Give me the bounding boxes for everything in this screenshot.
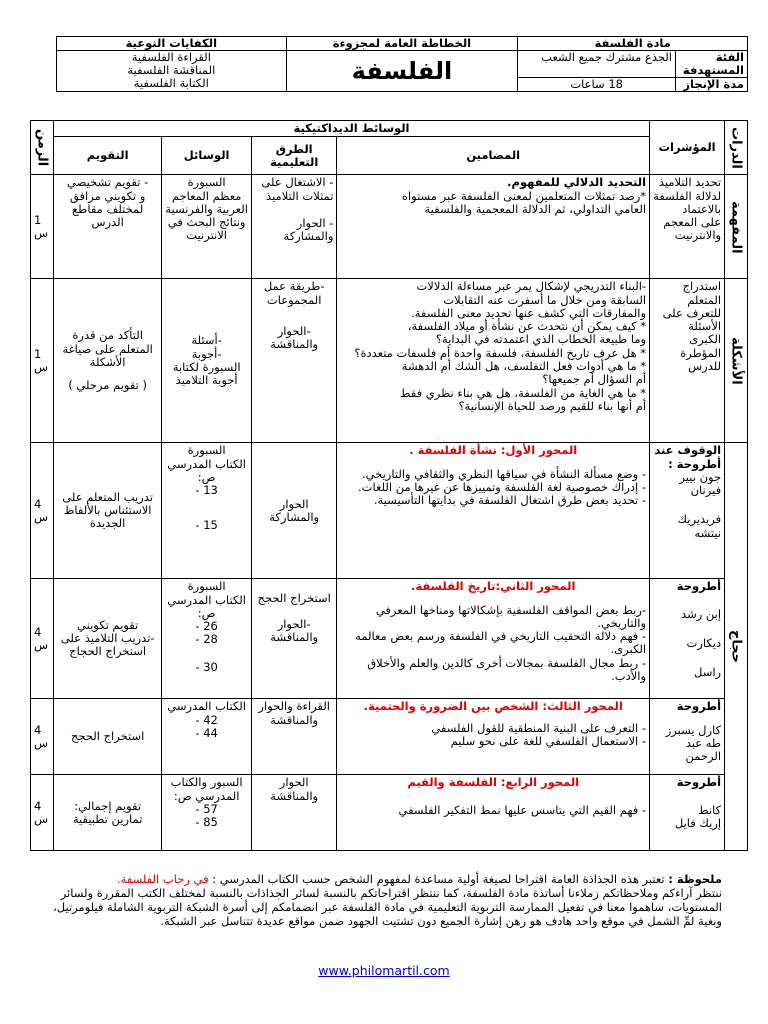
means-line: ونتائج البحث في الانترنيت	[167, 215, 246, 243]
content-line: - التعرف على البنية المنطقية للقول الفلسفي	[431, 720, 647, 735]
evaluation-line: استخراج الحجج	[70, 729, 145, 744]
methods-cell	[251, 775, 336, 851]
means-line: معظم المعاجم العربية والفرنسية	[165, 188, 248, 216]
competency-item: القراءة الفلسفية	[131, 50, 211, 64]
means-cell	[162, 699, 252, 775]
indicator-line: تحديد التلاميذ	[658, 175, 722, 190]
means-cell	[162, 175, 252, 279]
col-didactic: الوسائط الديداكتيكية	[53, 121, 649, 137]
evaluation-line: تمارين تطبيقية	[72, 811, 143, 826]
methods-cell	[251, 443, 336, 579]
indicator-line: نيتشه	[694, 525, 722, 540]
note-book-title: في رحاب الفلسفة.	[117, 872, 209, 886]
method-line: - الاشتغال على تمثلات التلاميذ	[261, 175, 334, 203]
methods-cell	[251, 279, 336, 443]
content-title: المحور الثاني:تاريخ الفلسفة.	[411, 579, 576, 594]
evaluation-line: الاستئناس بالألفاظ الجديدة	[63, 503, 152, 531]
content-line: * ما هي الغاية من الفلسفة، هل هي بناء نظري فقط	[399, 385, 647, 400]
means-line: السبورة	[187, 443, 226, 458]
methods-cell	[251, 699, 336, 775]
content-title: التحديد الدلالي للمفهوم.	[507, 175, 647, 190]
duration-label: مدة الإنجاز	[676, 78, 748, 92]
indicator-line: على المعجم	[663, 215, 722, 230]
content-line: *رصد تمثلات المتعلمين لمعنى الفلسفة عبر مستواه	[401, 188, 647, 203]
evaluation-line: - تقويم تشخيصي	[67, 175, 149, 190]
means-line: 85 -	[195, 815, 218, 830]
content-line: - وضع مسألة النشأة في سياقها النظري والثقافي والتاريخي.	[361, 466, 647, 481]
indicator-line: ديكارت	[686, 635, 722, 650]
content-cell	[337, 175, 650, 279]
indicator-title: الوقوف عند	[654, 443, 722, 458]
indicator-line: جون بيير	[679, 469, 722, 484]
content-line: -البناء التدريجي لإشكال يمر عبر مساءلة الدلالات	[416, 279, 647, 294]
content-line: أم السؤال أم جميعها؟	[542, 372, 647, 387]
method-line: استخراج الحجج	[257, 591, 331, 606]
content-line: * هل عرف تاريخ الفلسفة، فلسفة واحدة أم فلسفات متعددة؟	[354, 345, 647, 360]
method-line: الحوار والمناقشة	[270, 775, 319, 803]
duration-value: 18 ساعات	[518, 78, 676, 92]
content-line: - الاستعمال الفلسفي للغة على نحو سليم	[450, 733, 647, 748]
indicator-line: إريك فايل	[674, 815, 722, 830]
competencies-list	[57, 51, 287, 92]
indicator-line: طه عبد الرحمن	[685, 735, 722, 764]
means-cell	[162, 579, 252, 699]
content-line: * ما هي أدوات فعل التفلسف، هل الشك أم الدهشة	[401, 359, 647, 374]
col-units: الدرات	[728, 126, 744, 169]
col-evaluation: التقويم	[53, 137, 161, 175]
means-line: الكتاب المدرسي ص:	[167, 456, 246, 484]
indicator-line: كانط	[697, 802, 722, 817]
col-indicators: المؤشرات	[650, 121, 725, 175]
unit-label: الأشكلة	[728, 336, 744, 385]
content-line: السابقة ومن خلال ما أسفرت عنه التقابلات	[443, 292, 647, 307]
content-title: المحور الأول: نشأة الفلسفة .	[409, 443, 578, 458]
target-value: الجذع مشترك جميع الشعب	[518, 51, 676, 78]
evaluation-cell	[53, 699, 161, 775]
means-line: الكتاب المدرسي ص:	[167, 592, 246, 620]
table-row	[31, 699, 748, 775]
evaluation-line: تدريب المتعلم على	[62, 489, 153, 504]
method-line: -طريقة عمل المجموعات	[263, 279, 325, 307]
duration-cell: 4 س	[31, 443, 54, 579]
col-time: الزمن	[34, 129, 50, 167]
competency-item: المناقشة الفلسفية	[127, 63, 216, 77]
means-line: 26 -	[195, 619, 218, 634]
note-paragraph: ننتظر آراءكم وملاحظاتكم زملاءنا أساتذة مادة الفلسفة، كما ننتظر اقتراحاتكم بالنسبة لسائر الجذاذات بالنسبة لمختلف الكتب المقررة ولسائر المستويات، ساهموا معنا في تفعيل الممارسة التربوية التعليمية في مادة الفلسفة عبر انضمامكم إلى أسرة الشبكة التربوية الشاملة فيلومرتيل، وبغية لمِّ الشمل في موقع واحد هادف هو رهن إشارة الجميع دون تشتيت الجهود ضمن مواقع عديدة تتناسل عبر الشبكة.	[53, 886, 722, 928]
website-link[interactable]: www.philomartil.com	[318, 963, 450, 978]
indicators-cell	[650, 175, 725, 279]
indicator-line: فريديريك	[677, 512, 722, 527]
evaluation-cell	[53, 579, 161, 699]
methods-cell	[251, 175, 336, 279]
footnote	[40, 872, 722, 928]
indicators-cell	[650, 775, 725, 851]
note-text: تعتبر هذه الجذاذة العامة اقتراحا لصيغة أولية مساعدة لمفهوم الشخص حسب الكتاب المدرسي :	[212, 872, 665, 886]
content-line: العامي التداولي، ثم الدلالة المعجمية والفلسفية	[424, 201, 647, 216]
content-title: المحور الثالث: الشخص بين الضرورة والحتمية.	[363, 699, 623, 714]
target-label: الفئة المستهدفة	[676, 51, 748, 78]
content-cell	[337, 699, 650, 775]
evaluation-line: ( تقويم مرحلي )	[68, 378, 148, 393]
indicator-line: المؤطرة للدرس	[680, 345, 722, 374]
content-line: * كيف يمكن أن نتحدث عن نشأة أو ميلاد الفلسفة،	[407, 319, 647, 334]
means-line: 57 -	[195, 801, 218, 816]
evaluation-cell	[53, 775, 161, 851]
col-methods: الطرق التعليمية	[251, 137, 336, 175]
means-line: السبورة	[187, 579, 226, 594]
indicator-title: أطروحة	[676, 699, 722, 714]
means-line: السبورة	[187, 175, 226, 190]
subject-label: مادة الفلسفة	[518, 37, 748, 51]
means-line: -أسئلة	[191, 333, 222, 348]
indicator-line: لدلالة الفلسفة	[653, 188, 722, 203]
means-line: 42 -	[195, 712, 218, 727]
content-title: المحور الرابع: الفلسفة والقيم	[407, 775, 580, 790]
evaluation-line: -تدريب التلاميذ على استخراج الحجاج	[60, 631, 155, 659]
content-line: - فهم دلالة التحقيب التاريخي في الفلسفة ورسم بعض معالمه الكبرى.	[355, 629, 647, 657]
means-line: 30 -	[195, 659, 218, 674]
means-line: السبور والكتاب المدرسي ص:	[170, 775, 243, 803]
means-line: السبورة لكتابة أجوبة التلاميذ	[172, 359, 241, 388]
indicator-line: الأسئلة الكبرى	[688, 319, 722, 347]
col-content: المضامين	[337, 137, 650, 175]
indicator-line: استدراج المتعلم للتعرف على	[662, 279, 722, 320]
indicator-line: إبن رشد	[681, 606, 722, 621]
means-cell	[162, 775, 252, 851]
table-row	[31, 175, 748, 279]
means-cell	[162, 279, 252, 443]
indicator-line: والانترنيت	[674, 228, 722, 243]
evaluation-cell	[53, 279, 161, 443]
indicator-line: راسل	[693, 665, 722, 680]
duration-cell: 1 س	[31, 279, 54, 443]
evaluation-line: و تكويني مرافق لمختلف مقاطع الدرس	[69, 188, 146, 230]
note-label: ملحوظة :	[668, 872, 722, 886]
means-line: 28 -	[195, 632, 218, 647]
methods-cell	[251, 579, 336, 699]
duration-cell: 4 س	[31, 579, 54, 699]
method-line: -الحوار والمناقشة	[270, 616, 319, 644]
content-line: وما طبيعة الخطاب الذي اعتمدته في البداية؟	[435, 332, 647, 347]
means-line: الكتاب المدرسي	[167, 699, 246, 714]
method-line: القراءة والحوار والمناقشة	[258, 699, 330, 727]
module-name: الفلسفة	[286, 51, 518, 92]
content-line: - ربط مجال الفلسفة بمجالات أخرى كالدين والعلم والأخلاق والأدب.	[367, 655, 647, 684]
competency-item: الكتابة الفلسفية	[133, 76, 209, 90]
lesson-plan-table	[30, 120, 748, 851]
content-cell	[337, 279, 650, 443]
table-row	[31, 775, 748, 851]
table-row	[31, 443, 748, 579]
content-line: - إدراك خصوصية لغة الفلسفة وتمييزها عن غيرها من اللغات.	[358, 479, 647, 494]
content-line: أم أنها بناء للقيم ورصد للحياة الإنسانية؟	[458, 398, 647, 413]
duration-cell: 4 س	[31, 775, 54, 851]
competencies-title: الكفايات النوعية	[57, 37, 287, 51]
unit-label: حجاج	[728, 630, 744, 664]
table-row	[31, 279, 748, 443]
method-line: -الحوار والمناقشة	[270, 323, 319, 352]
content-cell	[337, 443, 650, 579]
unit-label: المفهمة	[728, 200, 744, 254]
table-row	[31, 579, 748, 699]
indicators-cell	[650, 443, 725, 579]
col-means: الوسائل	[162, 137, 252, 175]
means-line: 13 -	[195, 483, 218, 498]
means-line: 15 -	[195, 518, 218, 533]
method-line: الحوار والمشاركة	[269, 496, 320, 524]
indicator-title: أطروحة	[676, 579, 722, 594]
content-cell	[337, 579, 650, 699]
duration-cell: 4 س	[31, 699, 54, 775]
indicators-cell	[650, 579, 725, 699]
evaluation-cell	[53, 175, 161, 279]
indicator-line: كارل يسبرز	[665, 722, 722, 737]
evaluation-cell	[53, 443, 161, 579]
evaluation-line: تقويم تكويني	[77, 617, 139, 632]
means-line: 44 -	[195, 725, 218, 740]
indicator-title: أطروحة :	[668, 456, 722, 471]
plan-title: الخطاطة العامة لمجزوءة	[286, 37, 518, 51]
indicator-title: أطروحة	[676, 775, 722, 790]
method-line: - الحوار والمشاركة	[283, 215, 334, 244]
duration-cell: 1 س	[31, 175, 54, 279]
means-line: -أجوبة	[191, 346, 222, 361]
content-line: - فهم القيم التي يتاسس عليها نمط التفكير الفلسفي	[398, 802, 647, 817]
indicators-cell	[650, 699, 725, 775]
header-table	[56, 36, 748, 92]
content-line: - تحديد بعض طرق اشتغال الفلسفة في بدايتها التأسيسية.	[373, 493, 647, 508]
indicators-cell	[650, 279, 725, 443]
indicator-line: فيرنان	[690, 483, 722, 498]
indicator-line: بالاعتماد	[682, 201, 722, 216]
content-line: -ربط بعض المواقف الفلسفية بإشكالاتها ومناخها المعرفي والتاريخي.	[375, 602, 647, 630]
means-cell	[162, 443, 252, 579]
content-line: والمفارقات التي كشف عنها تحديد معنى الفلسفة.	[411, 305, 647, 320]
evaluation-line: التأكد من قدرة المتعلم على صياغة الأشكلة	[62, 328, 153, 369]
evaluation-line: تقويم إجمالي:	[74, 798, 142, 813]
content-cell	[337, 775, 650, 851]
